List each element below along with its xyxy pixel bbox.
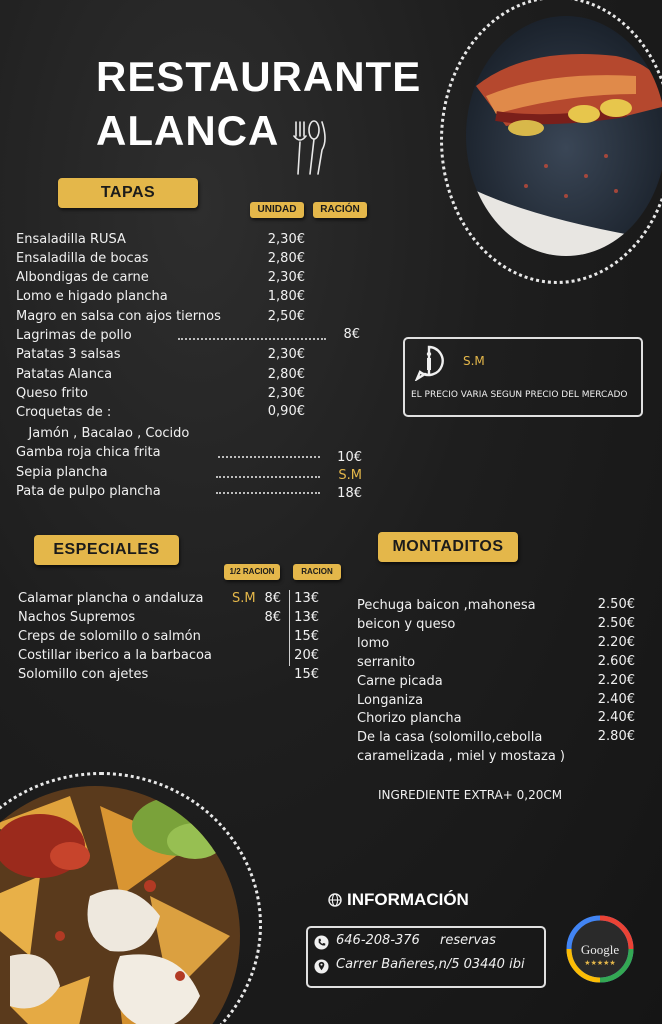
phone-note: reservas bbox=[440, 933, 496, 948]
dot-leader bbox=[218, 456, 320, 458]
info-icon bbox=[413, 345, 445, 381]
montaditos-item-price: 2.40€ bbox=[597, 710, 635, 725]
cutlery-icon bbox=[286, 116, 330, 180]
tapas-item-racion: 8€ bbox=[343, 327, 360, 342]
tapas-item-name: Ensaladilla RUSA bbox=[16, 232, 126, 247]
tapas-item-name: Patatas 3 salsas bbox=[16, 347, 121, 362]
globe-icon bbox=[328, 893, 342, 907]
especiales-item-name: Costillar iberico a la barbacoa bbox=[18, 648, 212, 663]
tapas-item-racion: S.M bbox=[338, 468, 362, 483]
address[interactable]: Carrer Bañeres,n/5 03440 ibi bbox=[336, 957, 525, 972]
montaditos-item-price: 2.80€ bbox=[597, 729, 635, 744]
montaditos-item-name: Longaniza bbox=[357, 693, 424, 708]
google-stars: ★★★★★ bbox=[584, 959, 616, 967]
especiales-item-racion: 13€ bbox=[294, 610, 319, 625]
tapas-heading: TAPAS bbox=[58, 178, 198, 208]
especiales-item-name: Calamar plancha o andaluza bbox=[18, 591, 204, 606]
montaditos-item-price: 2.50€ bbox=[597, 597, 635, 612]
tapas-item-unidad: 2,50€ bbox=[267, 309, 305, 324]
tapas-item-name: Sepia plancha bbox=[16, 465, 108, 480]
tapas-item-name: Magro en salsa con ajos tiernos bbox=[16, 309, 221, 324]
montaditos-item-price: 2.20€ bbox=[597, 673, 635, 688]
dot-leader bbox=[216, 492, 320, 494]
tapas-item-name: Queso frito bbox=[16, 386, 88, 401]
tapas-col-unidad: UNIDAD bbox=[250, 202, 304, 218]
montaditos-item-name: Pechuga baicon ,mahonesa bbox=[357, 598, 536, 613]
restaurant-title-line1: RESTAURANTE bbox=[96, 53, 422, 100]
especiales-item-sm: S.M bbox=[232, 591, 256, 606]
montaditos-item-name: beicon y queso bbox=[357, 617, 456, 632]
montaditos-item-price: 2.50€ bbox=[597, 616, 635, 631]
tapas-item-unidad: 2,80€ bbox=[267, 367, 305, 382]
montaditos-item-name: lomo bbox=[357, 636, 390, 651]
montaditos-item-price: 2.40€ bbox=[597, 692, 635, 707]
google-label: Google bbox=[580, 942, 620, 957]
tapas-item-name: Pata de pulpo plancha bbox=[16, 484, 161, 499]
montaditos-item-name: Carne picada bbox=[357, 674, 443, 689]
especiales-item-racion: 13€ bbox=[294, 591, 319, 606]
especiales-heading: ESPECIALES bbox=[34, 535, 179, 565]
especiales-col-racion: RACION bbox=[293, 564, 341, 580]
tapas-item-name: Jamón , Bacalao , Cocido bbox=[16, 426, 190, 441]
especiales-item-name: Nachos Supremos bbox=[18, 610, 136, 625]
montaditos-item-name: Chorizo plancha bbox=[357, 711, 462, 726]
tapas-item-name: Patatas Alanca bbox=[16, 367, 113, 382]
tapas-item-name: Lomo e higado plancha bbox=[16, 289, 168, 304]
tapas-item-name: Croquetas de : bbox=[16, 405, 112, 420]
dot-leader bbox=[178, 338, 326, 340]
especiales-col-half: 1/2 RACION bbox=[224, 564, 280, 580]
tapas-item-unidad: 2,30€ bbox=[267, 386, 305, 401]
google-rating-badge bbox=[566, 915, 634, 983]
especiales-item-half: 8€ bbox=[264, 610, 281, 625]
montaditos-item-name: caramelizada , miel y mostaza ) bbox=[357, 749, 566, 764]
especiales-item-half: 8€ bbox=[264, 591, 281, 606]
tapas-item-name: Ensaladilla de bocas bbox=[16, 251, 149, 266]
sm-badge: S.M bbox=[463, 354, 485, 368]
especiales-item-name: Creps de solomillo o salmón bbox=[18, 629, 201, 644]
tapas-item-name: Gamba roja chica frita bbox=[16, 445, 161, 460]
tapas-item-unidad: 2,30€ bbox=[267, 347, 305, 362]
restaurant-title-line2: ALANCA bbox=[96, 107, 280, 154]
especiales-item-racion: 15€ bbox=[294, 629, 319, 644]
phone-icon bbox=[314, 935, 329, 950]
especiales-item-name: Solomillo con ajetes bbox=[18, 667, 149, 682]
montaditos-item-name: De la casa (solomillo,cebolla bbox=[357, 730, 543, 745]
food-photo-top bbox=[466, 16, 662, 256]
tapas-item-racion: 10€ bbox=[337, 450, 362, 465]
dot-leader bbox=[216, 476, 320, 478]
montaditos-item-price: 2.60€ bbox=[597, 654, 635, 669]
montaditos-item-price: 2.20€ bbox=[597, 635, 635, 650]
extra-ingredient-note: INGREDIENTE EXTRA+ 0,20CM bbox=[378, 788, 563, 802]
tapas-item-name: Lagrimas de pollo bbox=[16, 328, 132, 343]
tapas-item-unidad: 2,30€ bbox=[267, 232, 305, 247]
montaditos-heading: MONTADITOS bbox=[378, 532, 518, 562]
montaditos-item-name: serranito bbox=[357, 655, 416, 670]
especiales-item-racion: 15€ bbox=[294, 667, 319, 682]
tapas-item-unidad: 1,80€ bbox=[267, 289, 305, 304]
market-price-note: EL PRECIO VARIA SEGUN PRECIO DEL MERCADO bbox=[411, 390, 628, 400]
phone-number[interactable]: 646-208-376 bbox=[336, 933, 420, 948]
especiales-item-racion: 20€ bbox=[294, 648, 319, 663]
tapas-item-name: Albondigas de carne bbox=[16, 270, 149, 285]
column-divider bbox=[289, 590, 290, 666]
tapas-col-racion: RACIÓN bbox=[313, 202, 367, 218]
tapas-item-racion: 18€ bbox=[337, 486, 362, 501]
contact-box bbox=[306, 926, 546, 988]
informacion-heading: INFORMACIÓN bbox=[347, 890, 469, 909]
tapas-item-unidad: 2,80€ bbox=[267, 251, 305, 266]
location-pin-icon bbox=[314, 959, 329, 974]
tapas-item-unidad: 0,90€ bbox=[267, 404, 305, 419]
tapas-item-unidad: 2,30€ bbox=[267, 270, 305, 285]
market-price-info-box bbox=[403, 337, 643, 417]
